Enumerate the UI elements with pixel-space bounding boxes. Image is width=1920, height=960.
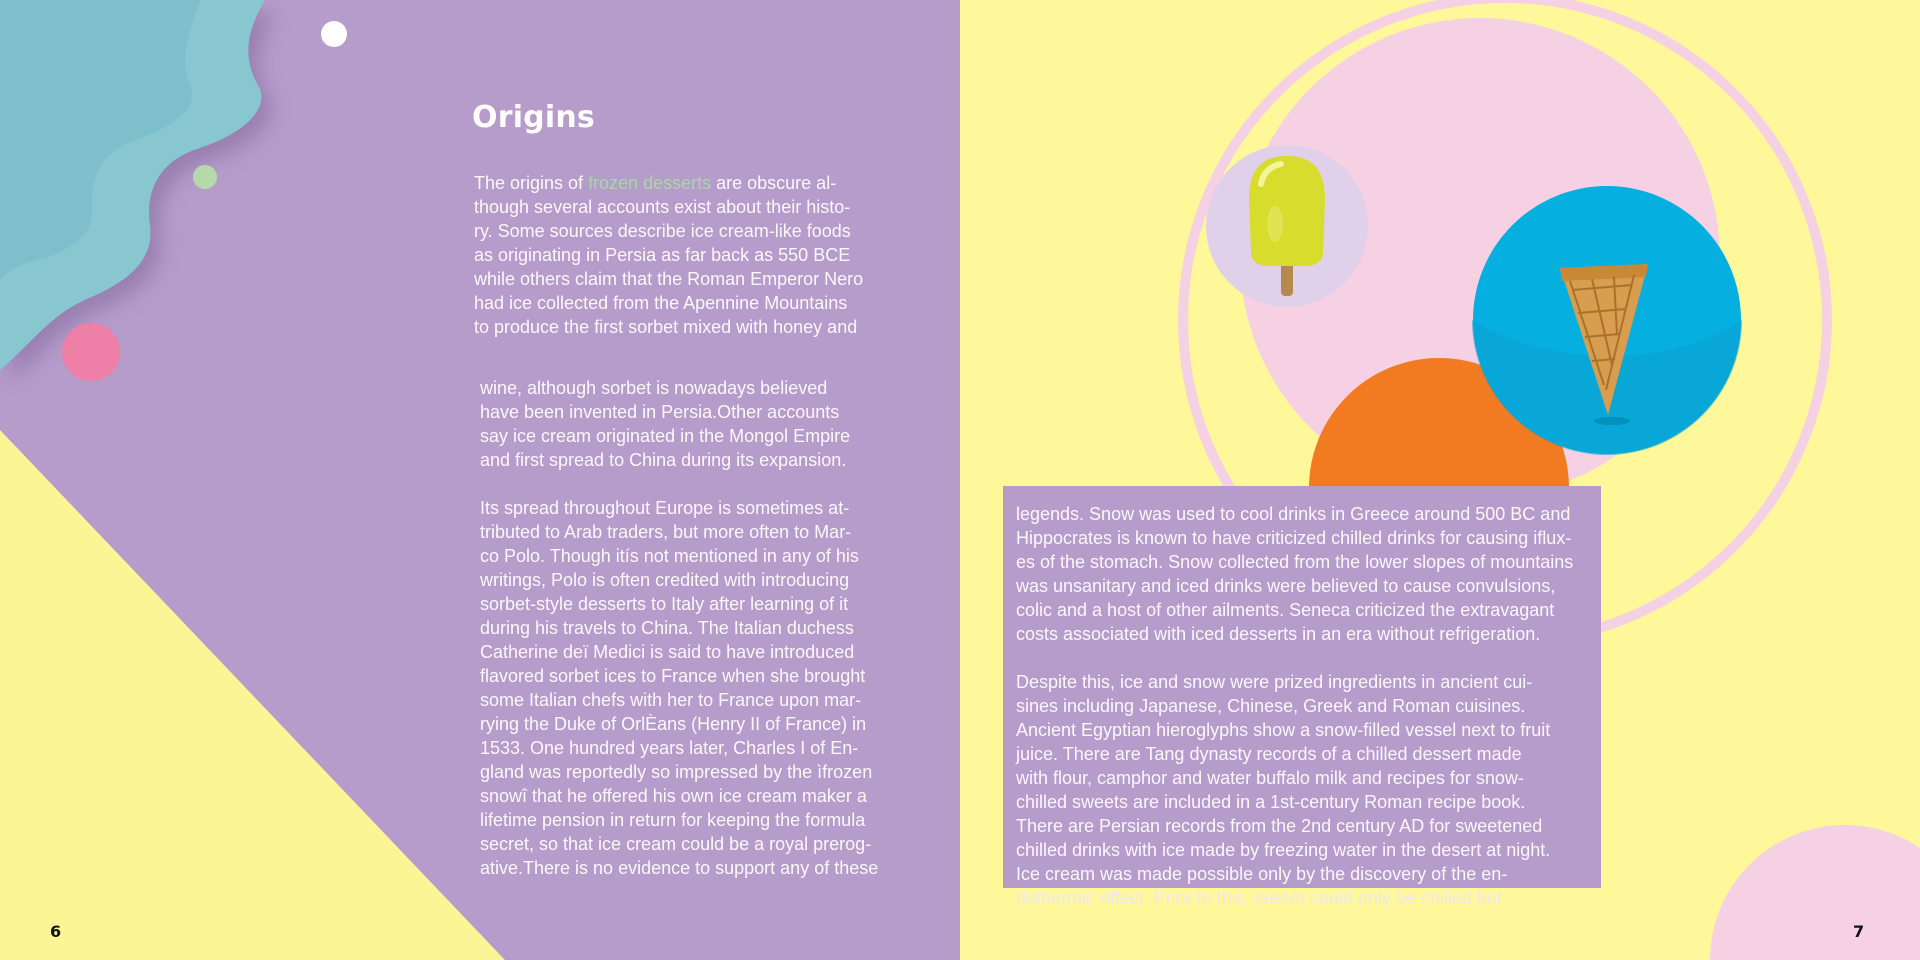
text-line: while others claim that the Roman Emperor Nero [474,269,864,289]
text-span: The origins of [474,173,589,193]
text-line: Ice cream was made possible only by the discovery of the en- [1016,864,1508,884]
text-line: was unsanitary and iced drinks were believed to cause convulsions, [1016,576,1556,596]
text-span: are obscure al- [711,173,837,193]
popsicle-photo [1205,144,1369,308]
text-line: during his travels to China. The Italian duchess [480,618,854,638]
text-line: gland was reportedly so impressed by the ìfrozen [480,762,873,782]
text-line: Catherine deï Medici is said to have introduced [480,642,855,662]
text-line: tributed to Arab traders, but more often to Mar- [480,522,852,542]
text-line: Its spread throughout Europe is sometimes at- [480,498,850,518]
text-line: 1533. One hundred years later, Charles I of En- [480,738,859,758]
origins-paragraph-3 [480,496,878,880]
text-line: with flour, camphor and water buffalo milk and recipes for snow- [1016,768,1524,788]
text-line: some Italian chefs with her to France upon mar- [480,690,862,710]
text-line: costs associated with iced desserts in an era without refrigeration. [1016,624,1541,644]
text-line: sines including Japanese, Chinese, Greek and Roman cuisines. [1016,696,1526,716]
text-line: writings, Polo is often credited with introducing [480,570,850,590]
text-line: had ice collected from the Apennine Mountains [474,293,848,313]
page-number-right: 7 [1853,922,1865,941]
text-line: secret, so that ice cream could be a royal prerog- [480,834,872,854]
green-dot-icon [193,165,217,189]
text-line: es of the stomach. Snow collected from the lower slopes of mountains [1016,552,1574,572]
origins-paragraph-2 [480,376,850,472]
text-line: Hippocrates is known to have criticized chilled drinks for causing iflux- [1016,528,1572,548]
text-line: though several accounts exist about their histo- [474,197,851,217]
legends-paragraph [1016,502,1573,646]
highlighted-term: frozen desserts [588,173,712,193]
right-page [960,0,1920,960]
text-line: Ancient Egyptian hieroglyphs show a snow-filled vessel next to fruit [1016,720,1551,740]
text-line: co Polo. Though itís not mentioned in any of his [480,546,859,566]
cone-shadow [1594,417,1630,425]
text-line: legends. Snow was used to cool drinks in Greece around 500 BC and [1016,504,1571,524]
popsicle-icon [1249,156,1325,266]
text-line: ative.There is no evidence to support any of these [480,858,879,878]
text-line: wine, although sorbet is nowadays believed [480,378,828,398]
text-line: and first spread to China during its expansion. [480,450,847,470]
ancient-cuisines-paragraph [1016,670,1550,910]
origins-paragraph-1 [474,171,863,339]
text-line: chilled sweets are included in a 1st-century Roman recipe book. [1016,792,1526,812]
corner-pink-circle [1710,825,1920,960]
page-title: Origins [472,100,595,135]
text-line [474,171,863,195]
popsicle-highlight [1267,206,1283,242]
white-dot-icon [321,21,347,47]
text-line: as originating in Persia as far back as 550 BCE [474,245,851,265]
text-line: rying the Duke of OrlÈans (Henry II of France) in [480,714,867,734]
text-line: snowî that he offered his own ice cream maker a [480,786,867,806]
text-line: There are Persian records from the 2nd century AD for sweetened [1016,816,1543,836]
text-line: have been invented in Persia.Other accounts [480,402,840,422]
text-line: chilled drinks with ice made by freezing water in the desert at night. [1016,840,1551,860]
page-number-left: 6 [50,922,62,941]
text-line: lifetime pension in return for keeping the formula [480,810,866,830]
text-line: sorbet-style desserts to Italy after learning of it [480,594,849,614]
text-line: flavored sorbet ices to France when she brought [480,666,866,686]
text-line: to produce the first sorbet mixed with honey and [474,317,858,337]
text-line: colic and a host of other ailments. Seneca criticized the extravagant [1016,600,1555,620]
text-line: say ice cream originated in the Mongol Empire [480,426,851,446]
text-line: juice. There are Tang dynasty records of a chilled dessert made [1016,744,1522,764]
text-line: dothermic effect. Prior to this, cream could only be chilled but [1016,888,1502,908]
text-line: ry. Some sources describe ice cream-like foods [474,221,851,241]
pink-dot-icon [62,323,120,381]
cone-photo [1472,185,1742,455]
text-line: Despite this, ice and snow were prized ingredients in ancient cui- [1016,672,1533,692]
